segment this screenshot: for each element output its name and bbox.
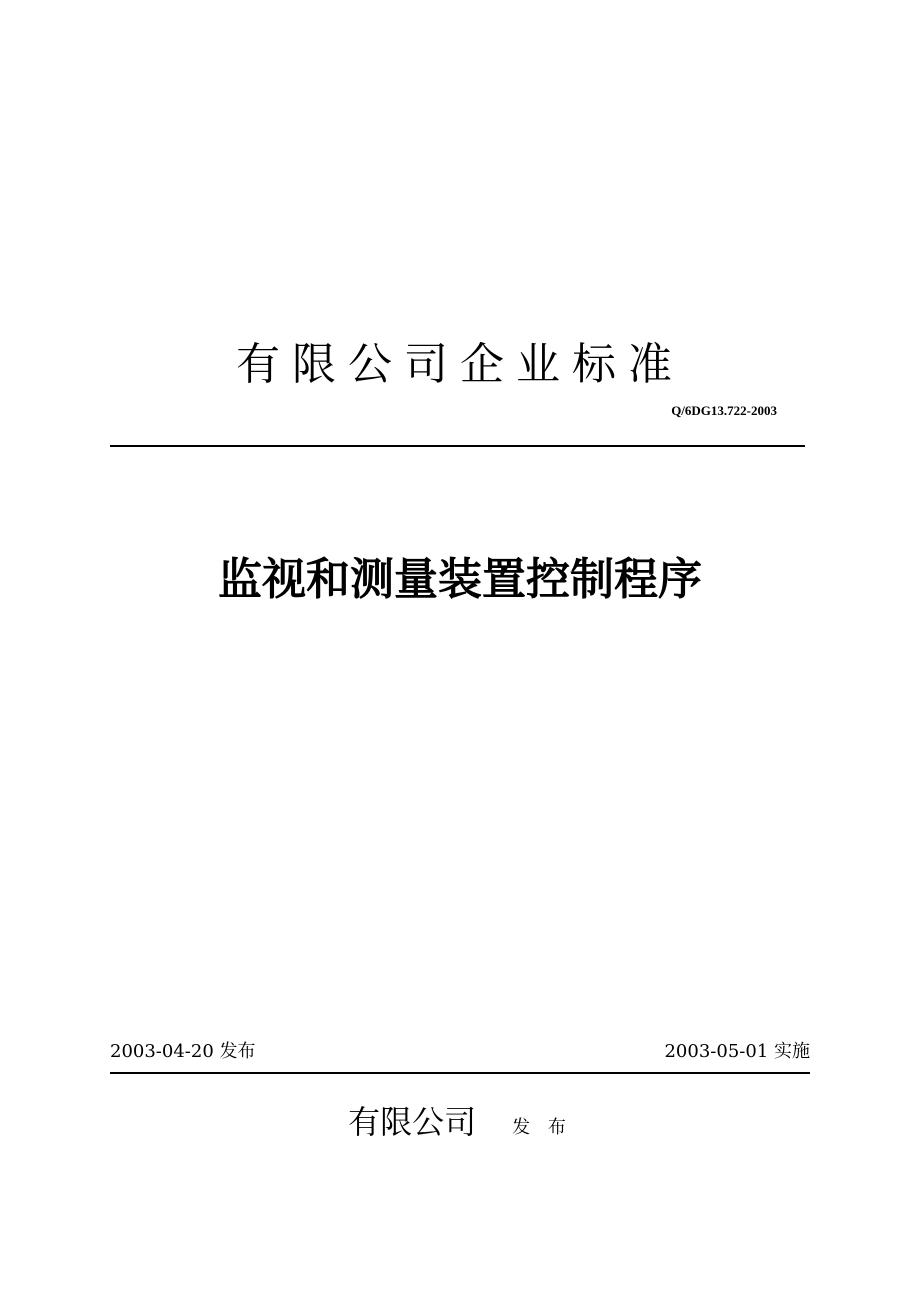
publisher-line: [0, 1100, 920, 1150]
publisher-name: 有限公司: [348, 1103, 477, 1141]
standard-code: Q/6DG13.722-2003: [671, 403, 777, 418]
standard-title: 有限公司企业标准: [236, 339, 684, 390]
effective-date: 2003-05-01 实施: [664, 1041, 810, 1062]
publisher-action: 发 布: [512, 1117, 572, 1138]
document-title: 监视和测量装置控制程序: [218, 554, 702, 605]
header-divider: [110, 445, 805, 447]
footer-divider: [110, 1072, 810, 1074]
issue-date: 2003-04-20 发布: [110, 1041, 256, 1062]
